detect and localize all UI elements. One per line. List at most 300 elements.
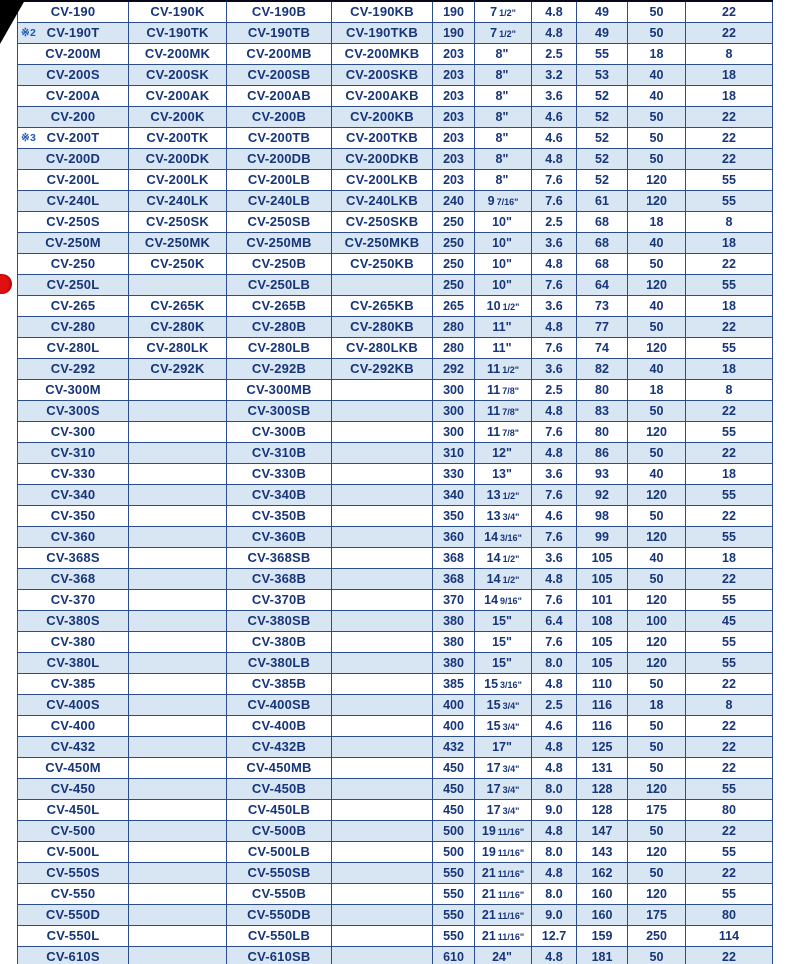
thickness-cell: 7.6 — [532, 421, 577, 442]
table-row — [18, 463, 773, 484]
thickness-cell: 4.8 — [532, 568, 577, 589]
model-label: CV-500 — [50, 823, 96, 838]
inch-whole: 15" — [492, 655, 512, 670]
model-label: CV-200LB — [247, 172, 311, 187]
model-cell — [227, 232, 332, 253]
model-label: CV-250MK — [144, 235, 211, 250]
table-row — [18, 232, 773, 253]
model-cell — [129, 736, 227, 757]
capacity-kg-cell: 22 — [686, 22, 773, 43]
model-label: CV-610SB — [247, 949, 311, 964]
capacity-lb-cell: 50 — [628, 1, 686, 22]
size-mm-cell: 500 — [433, 841, 475, 862]
thickness-cell: 9.0 — [532, 904, 577, 925]
model-cell — [332, 421, 433, 442]
capacity-lb-cell: 40 — [628, 232, 686, 253]
capacity-lb-cell: 40 — [628, 547, 686, 568]
thickness-cell: 4.8 — [532, 442, 577, 463]
model-cell — [129, 190, 227, 211]
model-label: CV-380S — [46, 613, 100, 628]
size-mm-cell: 240 — [433, 190, 475, 211]
model-cell — [332, 64, 433, 85]
model-label: CV-550B — [251, 886, 307, 901]
inch-whole: 21 — [481, 928, 496, 943]
model-cell — [18, 547, 129, 568]
inch-whole: 8" — [495, 172, 509, 187]
inch-whole: 15 — [486, 718, 501, 733]
capacity-lb-cell: 50 — [628, 22, 686, 43]
model-cell — [332, 190, 433, 211]
footnote-marker: ※3 — [21, 131, 37, 144]
model-cell — [332, 904, 433, 925]
inch-whole: 10" — [492, 277, 512, 292]
capacity-kg-cell: 22 — [686, 820, 773, 841]
model-cell — [18, 190, 129, 211]
weight-cell: 52 — [577, 106, 628, 127]
weight-cell: 98 — [577, 505, 628, 526]
model-label: CV-190B — [251, 4, 307, 20]
capacity-kg-cell: 55 — [686, 190, 773, 211]
model-label: CV-250K — [150, 256, 205, 271]
model-label: CV-550S — [46, 865, 100, 880]
model-cell — [227, 442, 332, 463]
model-label: CV-400S — [46, 697, 100, 712]
capacity-kg-cell: 55 — [686, 337, 773, 358]
size-mm-cell: 203 — [433, 64, 475, 85]
capacity-kg-cell: 55 — [686, 421, 773, 442]
model-cell — [332, 232, 433, 253]
model-cell — [227, 547, 332, 568]
size-mm-cell: 400 — [433, 715, 475, 736]
thickness-cell: 4.8 — [532, 820, 577, 841]
model-label: CV-360B — [251, 529, 307, 544]
model-cell — [332, 673, 433, 694]
inch-whole: 8" — [495, 88, 509, 103]
model-cell — [18, 358, 129, 379]
model-cell — [18, 904, 129, 925]
capacity-kg-cell: 22 — [686, 715, 773, 736]
model-label: CV-200TB — [247, 130, 311, 145]
model-label: CV-200 — [50, 109, 96, 124]
model-label: CV-280LKB — [346, 340, 418, 355]
capacity-lb-cell: 50 — [628, 568, 686, 589]
thickness-cell: 4.8 — [532, 253, 577, 274]
model-cell — [18, 526, 129, 547]
capacity-kg-cell: 55 — [686, 631, 773, 652]
model-cell — [129, 526, 227, 547]
model-cell — [18, 169, 129, 190]
weight-cell: 82 — [577, 358, 628, 379]
capacity-lb-cell: 120 — [628, 484, 686, 505]
table-row — [18, 295, 773, 316]
model-cell — [129, 862, 227, 883]
model-cell — [129, 652, 227, 673]
thickness-cell: 7.6 — [532, 169, 577, 190]
model-label: CV-330B — [251, 466, 307, 481]
weight-cell: 147 — [577, 820, 628, 841]
model-cell — [332, 589, 433, 610]
size-inch-cell — [475, 484, 532, 505]
size-mm-cell: 250 — [433, 274, 475, 295]
model-cell — [18, 862, 129, 883]
model-label: CV-380L — [46, 655, 100, 670]
inch-whole: 8" — [495, 67, 509, 82]
model-label: CV-450MB — [246, 760, 312, 775]
inch-whole: 11" — [492, 319, 512, 334]
model-cell — [332, 106, 433, 127]
capacity-kg-cell: 8 — [686, 43, 773, 64]
capacity-kg-cell: 55 — [686, 841, 773, 862]
table-row — [18, 841, 773, 862]
size-inch-cell — [475, 505, 532, 526]
thickness-cell: 4.6 — [532, 106, 577, 127]
size-inch-cell — [475, 22, 532, 43]
size-inch-cell — [475, 715, 532, 736]
capacity-kg-cell: 55 — [686, 652, 773, 673]
size-mm-cell: 380 — [433, 652, 475, 673]
model-cell — [129, 589, 227, 610]
table-body — [18, 1, 773, 964]
size-mm-cell: 450 — [433, 778, 475, 799]
weight-cell: 49 — [577, 22, 628, 43]
model-label: CV-280L — [46, 340, 100, 355]
thickness-cell: 4.8 — [532, 736, 577, 757]
model-cell — [332, 22, 433, 43]
inch-whole: 21 — [481, 865, 496, 880]
weight-cell: 73 — [577, 295, 628, 316]
capacity-kg-cell: 22 — [686, 505, 773, 526]
table-row — [18, 358, 773, 379]
model-cell — [18, 1, 129, 22]
table-row — [18, 547, 773, 568]
model-label: CV-250 — [50, 256, 96, 271]
inch-fraction: 11/16" — [497, 847, 525, 858]
inch-whole: 10" — [492, 256, 512, 271]
size-mm-cell: 550 — [433, 925, 475, 946]
thickness-cell: 2.5 — [532, 211, 577, 232]
inch-fraction: 1/2" — [499, 28, 516, 39]
capacity-kg-cell: 18 — [686, 295, 773, 316]
model-cell — [332, 148, 433, 169]
size-inch-cell — [475, 43, 532, 64]
model-cell — [227, 169, 332, 190]
model-cell — [227, 652, 332, 673]
inch-fraction: 7/8" — [502, 406, 519, 417]
model-cell — [227, 274, 332, 295]
capacity-lb-cell: 175 — [628, 904, 686, 925]
model-cell — [129, 379, 227, 400]
model-label: CV-250M — [45, 235, 101, 250]
model-cell — [129, 883, 227, 904]
capacity-kg-cell: 55 — [686, 274, 773, 295]
capacity-lb-cell: 120 — [628, 778, 686, 799]
inch-whole: 8" — [495, 130, 509, 145]
capacity-lb-cell: 120 — [628, 631, 686, 652]
inch-whole: 11 — [487, 382, 501, 397]
size-mm-cell: 300 — [433, 421, 475, 442]
model-cell — [18, 22, 129, 43]
capacity-lb-cell: 50 — [628, 862, 686, 883]
capacity-kg-cell: 55 — [686, 589, 773, 610]
model-cell — [129, 820, 227, 841]
model-label: CV-550D — [45, 907, 101, 922]
model-label: CV-400 — [50, 718, 96, 733]
model-cell — [18, 106, 129, 127]
table-row — [18, 610, 773, 631]
model-cell — [332, 463, 433, 484]
size-inch-cell — [475, 820, 532, 841]
thickness-cell: 7.6 — [532, 526, 577, 547]
thickness-cell: 4.6 — [532, 505, 577, 526]
inch-whole: 8" — [495, 109, 509, 124]
model-cell — [332, 358, 433, 379]
model-cell — [227, 778, 332, 799]
model-cell — [332, 610, 433, 631]
table-row — [18, 211, 773, 232]
model-label: CV-380 — [50, 634, 96, 649]
model-label: CV-368B — [251, 571, 307, 586]
model-label: CV-265KB — [350, 298, 414, 313]
capacity-lb-cell: 100 — [628, 610, 686, 631]
model-label: CV-200MK — [144, 46, 211, 61]
inch-whole: 13" — [492, 466, 512, 481]
model-cell — [227, 673, 332, 694]
table-row — [18, 778, 773, 799]
capacity-lb-cell: 50 — [628, 715, 686, 736]
model-cell — [129, 715, 227, 736]
model-cell — [18, 694, 129, 715]
thickness-cell: 8.0 — [532, 778, 577, 799]
model-label: CV-550L — [46, 928, 100, 943]
model-cell — [227, 883, 332, 904]
size-mm-cell: 368 — [433, 547, 475, 568]
thickness-cell: 4.8 — [532, 862, 577, 883]
weight-cell: 128 — [577, 778, 628, 799]
weight-cell: 52 — [577, 169, 628, 190]
capacity-lb-cell: 50 — [628, 253, 686, 274]
inch-fraction: 1/2" — [502, 553, 520, 564]
thickness-cell: 4.6 — [532, 127, 577, 148]
size-mm-cell: 190 — [433, 22, 475, 43]
model-cell — [332, 127, 433, 148]
size-inch-cell — [475, 169, 532, 190]
weight-cell: 86 — [577, 442, 628, 463]
capacity-lb-cell: 50 — [628, 673, 686, 694]
capacity-kg-cell: 22 — [686, 400, 773, 421]
model-cell — [332, 337, 433, 358]
thickness-cell: 2.5 — [532, 694, 577, 715]
inch-whole: 8" — [495, 46, 509, 61]
model-cell — [227, 190, 332, 211]
inch-whole: 11 — [487, 403, 501, 418]
model-label: CV-240LB — [247, 193, 311, 208]
capacity-lb-cell: 40 — [628, 295, 686, 316]
table-row — [18, 22, 773, 43]
model-label: CV-200D — [45, 151, 101, 166]
size-inch-cell — [475, 421, 532, 442]
capacity-kg-cell: 18 — [686, 547, 773, 568]
model-cell — [129, 22, 227, 43]
size-mm-cell: 330 — [433, 463, 475, 484]
table-row — [18, 169, 773, 190]
table-row — [18, 694, 773, 715]
model-label: CV-385B — [251, 676, 307, 691]
thickness-cell: 4.8 — [532, 946, 577, 964]
model-cell — [129, 568, 227, 589]
size-mm-cell: 250 — [433, 232, 475, 253]
model-cell — [129, 85, 227, 106]
inch-whole: 17 — [486, 802, 501, 817]
capacity-kg-cell: 22 — [686, 253, 773, 274]
capacity-lb-cell: 50 — [628, 946, 686, 964]
inch-whole: 17 — [486, 760, 501, 775]
thickness-cell: 2.5 — [532, 379, 577, 400]
model-label: CV-200LKB — [346, 172, 418, 187]
size-mm-cell: 280 — [433, 337, 475, 358]
capacity-kg-cell: 18 — [686, 85, 773, 106]
capacity-kg-cell: 22 — [686, 316, 773, 337]
model-label: CV-250S — [46, 214, 100, 229]
capacity-kg-cell: 22 — [686, 148, 773, 169]
inch-whole: 10 — [486, 298, 501, 313]
model-cell — [18, 568, 129, 589]
model-label: CV-200SKB — [345, 67, 419, 82]
inch-whole: 11 — [487, 361, 501, 376]
size-inch-cell — [475, 295, 532, 316]
model-label: CV-280KB — [350, 319, 414, 334]
model-cell — [18, 820, 129, 841]
size-inch-cell — [475, 148, 532, 169]
weight-cell: 116 — [577, 694, 628, 715]
capacity-lb-cell: 120 — [628, 841, 686, 862]
model-label: CV-200M — [45, 46, 101, 61]
table-row — [18, 526, 773, 547]
capacity-lb-cell: 40 — [628, 85, 686, 106]
model-label: CV-265B — [251, 298, 307, 313]
weight-cell: 125 — [577, 736, 628, 757]
inch-fraction: 1/2" — [502, 301, 520, 312]
model-cell — [18, 799, 129, 820]
inch-fraction: 7/8" — [502, 427, 519, 438]
size-mm-cell: 280 — [433, 316, 475, 337]
model-cell — [227, 757, 332, 778]
model-label: CV-330 — [50, 466, 96, 481]
model-cell — [129, 925, 227, 946]
inch-fraction: 3/4" — [502, 700, 520, 711]
model-label: CV-200A — [45, 88, 101, 103]
model-cell — [227, 715, 332, 736]
capacity-kg-cell: 22 — [686, 736, 773, 757]
model-label: CV-350 — [50, 508, 96, 523]
size-inch-cell — [475, 64, 532, 85]
size-inch-cell — [475, 526, 532, 547]
model-cell — [18, 379, 129, 400]
size-inch-cell — [475, 253, 532, 274]
inch-fraction: 9/16" — [500, 595, 522, 606]
table-row — [18, 148, 773, 169]
weight-cell: 83 — [577, 400, 628, 421]
model-cell — [129, 505, 227, 526]
model-cell — [227, 22, 332, 43]
model-label: CV-368S — [46, 550, 100, 565]
capacity-lb-cell: 120 — [628, 883, 686, 904]
size-inch-cell — [475, 631, 532, 652]
model-label: CV-610S — [46, 949, 100, 964]
model-label: CV-432B — [251, 739, 307, 754]
inch-fraction: 1/2" — [502, 574, 520, 585]
capacity-kg-cell: 18 — [686, 463, 773, 484]
table-row — [18, 820, 773, 841]
thickness-cell: 12.7 — [532, 925, 577, 946]
size-inch-cell — [475, 610, 532, 631]
thickness-cell: 3.2 — [532, 64, 577, 85]
model-cell — [227, 295, 332, 316]
inch-fraction: 1/2" — [502, 490, 520, 501]
inch-whole: 11 — [487, 424, 501, 439]
model-cell — [227, 337, 332, 358]
model-cell — [227, 106, 332, 127]
capacity-kg-cell: 55 — [686, 169, 773, 190]
model-cell — [129, 799, 227, 820]
size-mm-cell: 350 — [433, 505, 475, 526]
inch-whole: 7 — [490, 4, 498, 19]
table-row — [18, 379, 773, 400]
model-cell — [227, 925, 332, 946]
model-cell — [129, 43, 227, 64]
model-cell — [18, 43, 129, 64]
model-cell — [18, 295, 129, 316]
thickness-cell: 9.0 — [532, 799, 577, 820]
model-cell — [227, 862, 332, 883]
inch-whole: 17" — [492, 739, 512, 754]
model-label: CV-385 — [50, 676, 96, 691]
model-cell — [129, 274, 227, 295]
model-cell — [18, 925, 129, 946]
model-cell — [332, 946, 433, 964]
size-mm-cell: 265 — [433, 295, 475, 316]
model-label: CV-200MB — [246, 46, 312, 61]
model-cell — [129, 232, 227, 253]
capacity-lb-cell: 120 — [628, 589, 686, 610]
size-inch-cell — [475, 904, 532, 925]
model-label: CV-380B — [251, 634, 307, 649]
size-mm-cell: 400 — [433, 694, 475, 715]
model-cell — [227, 1, 332, 22]
model-cell — [227, 400, 332, 421]
model-cell — [129, 295, 227, 316]
model-cell — [129, 694, 227, 715]
thickness-cell: 7.6 — [532, 337, 577, 358]
size-mm-cell: 380 — [433, 631, 475, 652]
weight-cell: 160 — [577, 904, 628, 925]
capacity-lb-cell: 50 — [628, 400, 686, 421]
model-cell — [129, 127, 227, 148]
size-mm-cell: 385 — [433, 673, 475, 694]
model-label: CV-250SK — [145, 214, 210, 229]
table-row — [18, 925, 773, 946]
size-inch-cell — [475, 1, 532, 22]
capacity-lb-cell: 120 — [628, 337, 686, 358]
model-cell — [18, 883, 129, 904]
inch-whole: 14 — [486, 571, 501, 586]
table-row — [18, 715, 773, 736]
capacity-kg-cell: 8 — [686, 694, 773, 715]
inch-fraction: 1/2" — [499, 7, 516, 18]
weight-cell: 128 — [577, 799, 628, 820]
model-label: CV-200AB — [247, 88, 311, 103]
model-cell — [332, 274, 433, 295]
size-mm-cell: 370 — [433, 589, 475, 610]
